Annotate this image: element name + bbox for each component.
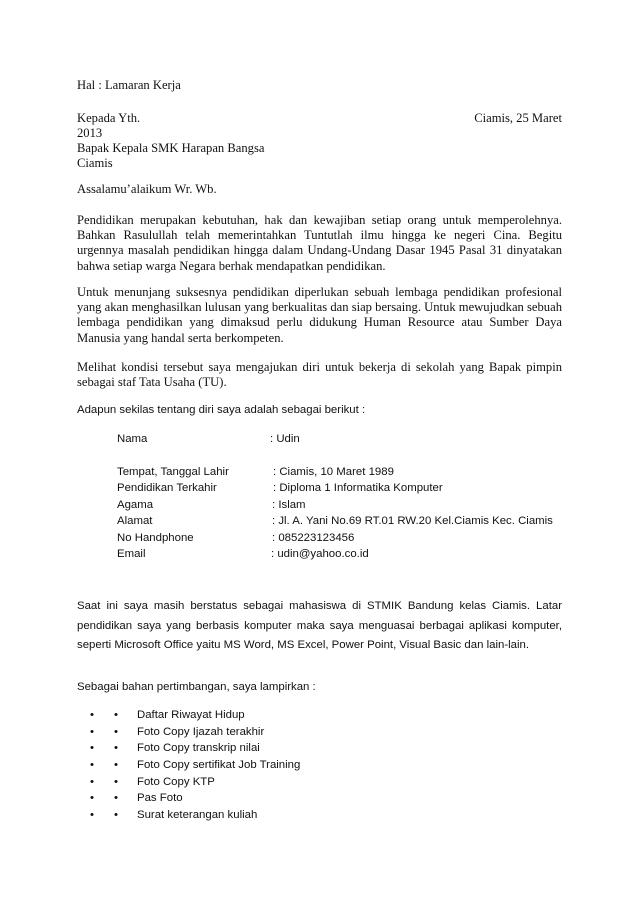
bullet-icon: • [114,742,118,755]
info-value: : udin@yahoo.co.id [271,548,369,560]
attachments-list [90,707,390,824]
info-label: Alamat [117,515,153,527]
info-value: : Jl. A. Yani No.69 RT.01 RW.20 Kel.Ciamis Kec. Ciamis [272,515,553,527]
info-value: : Udin [270,433,300,445]
list-item-text: Foto Copy Ijazah terakhir [137,725,265,738]
address-header [77,111,562,126]
bullet-icon: • [90,809,94,822]
info-row-address [117,513,577,530]
info-label: Nama [117,433,148,445]
paragraph-4: Saat ini saya masih berstatus sebagai mahasiswa di STMIK Bandung kelas Ciamis. Latar pendidikan saya yang berbasis komputer maka saya menguasai berbagai aplikasi komputer, seperti Microsoft Office yaitu MS Word, MS Excel, Power Point, Visual Basic dan lain-lain. [77,600,562,651]
info-value: : Diploma 1 Informatika Komputer [273,482,443,494]
info-row-birth [117,464,577,481]
list-item [90,707,390,724]
bullet-icon: • [90,792,94,805]
bullet-icon: • [114,792,118,805]
list-item-text: Pas Foto [137,792,183,805]
bullet-icon: • [114,725,118,738]
info-intro: Adapun sekilas tentang diri saya adalah sebagai berikut : [77,404,366,416]
info-label: Email [117,548,146,560]
bullet-icon: • [114,809,118,822]
bullet-icon: • [90,775,94,788]
list-item-text: Surat keterangan kuliah [137,809,258,822]
date-line: Ciamis, 25 Maret [474,111,562,125]
bullet-icon: • [114,759,118,772]
bullet-icon: • [90,725,94,738]
bullet-icon: • [90,709,94,721]
list-item [90,757,390,774]
to-line: Kepada Yth. [77,111,141,125]
paragraph-3: Melihat kondisi tersebut saya mengajukan diri untuk bekerja di sekolah yang Bapak pimpin sebagai staf Tata Usaha (TU). [77,360,562,390]
info-row-name [117,431,577,448]
info-value: : Islam [272,498,306,511]
list-item-text: Foto Copy KTP [137,775,215,788]
personal-info [117,431,577,563]
info-value: : Ciamis, 10 Maret 1989 [273,465,394,478]
info-row-email [117,546,577,563]
list-item-text: Foto Copy transkrip nilai [137,742,260,755]
bullet-icon: • [114,775,118,788]
list-item [90,790,390,807]
list-item [90,807,390,824]
list-item [90,774,390,791]
info-row-religion [117,497,577,514]
recipient: Bapak Kepala SMK Harapan Bangsa [77,141,265,155]
info-row-education [117,480,577,497]
list-item [90,740,390,757]
date-year: 2013 [77,126,103,140]
info-label: Agama [117,498,154,511]
attachments-intro: Sebagai bahan pertimbangan, saya lampirkan : [77,681,316,693]
paragraph-1: Pendidikan merupakan kebutuhan, hak dan kewajiban setiap orang untuk memperolehnya. Bahkan Rasulullah telah memerintahkan Tuntutlah ilmu hingga ke negeri Cina. Begitu urgennya masalah pendidikan hingga dalam Undang-Undang Dasar 1945 Pasal 31 dinyatakan bahwa setiap warga Negara berhak mendapatkan pendidikan. [77,213,562,273]
list-item-text: Foto Copy sertifikat Job Training [137,759,301,772]
bullet-icon: • [90,759,94,772]
info-row-phone [117,530,577,547]
list-item-text: Daftar Riwayat Hidup [137,709,245,721]
subject-line: Hal : Lamaran Kerja [77,78,181,92]
info-label: No Handphone [117,531,194,544]
info-value: : 085223123456 [272,531,355,544]
list-item [90,724,390,741]
recipient-city: Ciamis [77,156,113,170]
greeting: Assalamu’alaikum Wr. Wb. [77,182,217,196]
info-label: Pendidikan Terkahir [117,482,217,494]
bullet-icon: • [90,742,94,755]
info-label: Tempat, Tanggal Lahir [117,465,229,478]
paragraph-2: Untuk menunjang suksesnya pendidikan diperlukan sebuah lembaga pendidikan profesional yang akan menghasilkan lulusan yang berkualitas dan siap bersaing. Untuk mewujudkan sebuah lembaga pendidikan yang dimaksud perlu didukung Human Resource atau Sumber Daya Manusia yang handal serta berkompeten. [77,285,562,345]
bullet-icon: • [114,709,118,721]
